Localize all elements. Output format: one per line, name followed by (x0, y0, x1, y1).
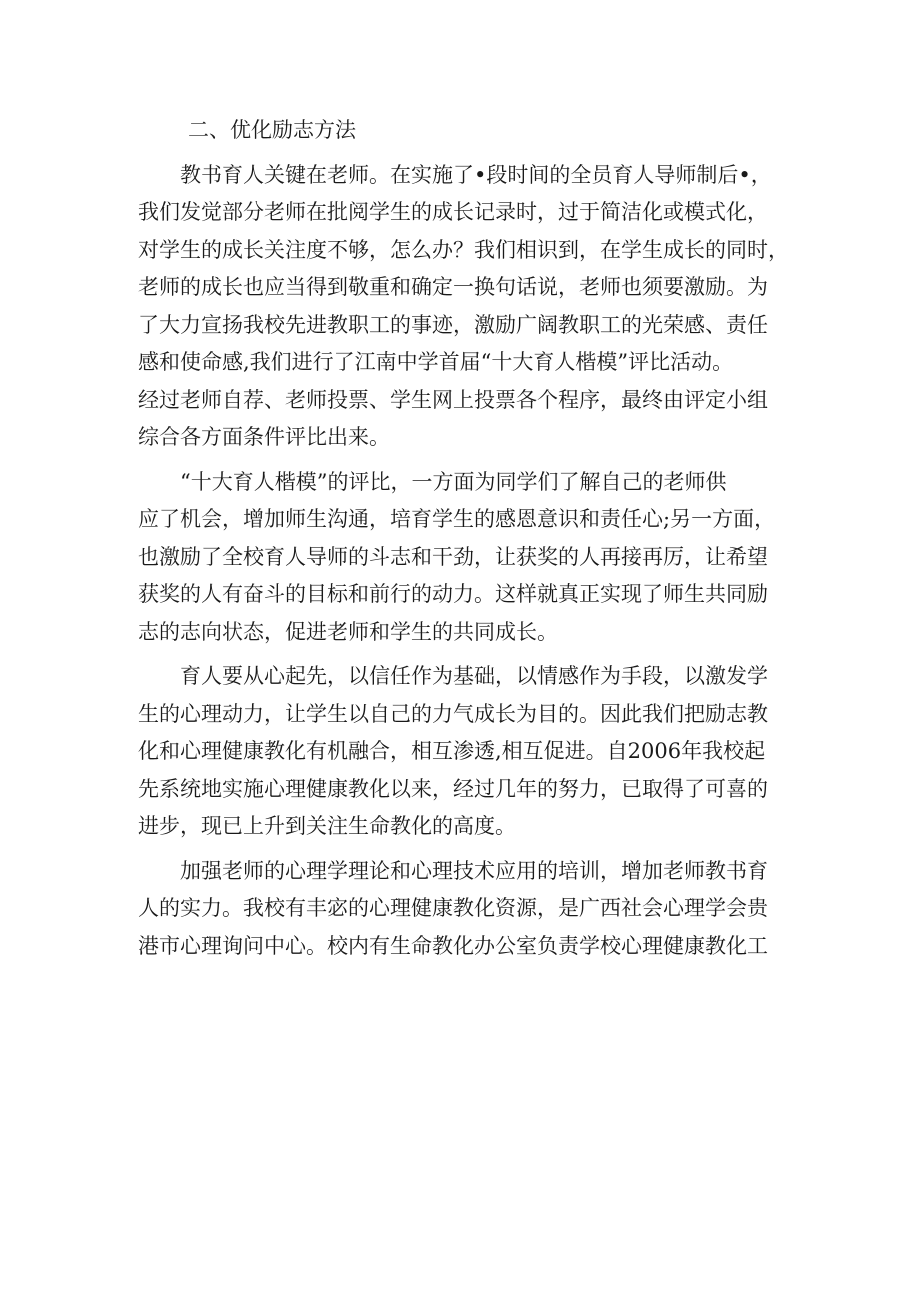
paragraph-line: 港市心理询问中心。校内有生命教化办公室负责学校心理健康教化工 (138, 933, 768, 958)
paragraph-line: 教书育人关键在老师。在实施了•段时间的全员育人导师制后•， (180, 162, 772, 187)
paragraph-3 (138, 658, 788, 846)
spacer (138, 150, 788, 157)
paragraph-line: 育人要从心起先，以信任作为基础，以情感作为手段，以激发学 (180, 664, 768, 688)
paragraph-line: 应了机会，增加师生沟通，培育学生的感恩意识和责任心;另一方面， (138, 507, 776, 531)
paragraph-line: 先系统地实施心理健康教化以来，经过几年的努力，已取得了可喜的 (138, 776, 768, 801)
paragraph-line: 综合各方面条件评比出来。 (138, 425, 390, 449)
paragraph-line: 老师的成长也应当得到敬重和确定一换句话说，老师也须要激励。为 (138, 275, 768, 299)
document-body (138, 112, 788, 965)
paragraph-line: 对学生的成长关注度不够，怎么办？我们相识到，在学生成长的同时， (138, 237, 789, 262)
paragraph-line: 经过老师自荐、老师投票、学生网上投票各个程序，最终由评定小组 (138, 387, 768, 412)
paragraph-1 (138, 157, 788, 457)
paragraph-line: 加强老师的心理学理论和心理技术应用的培训，增加老师教书育 (180, 858, 768, 883)
paragraph-line: 获奖的人有奋斗的目标和前行的动力。这样就真正实现了师生共同励 (138, 582, 768, 606)
paragraph-line: 进步，现已上升到关注生命教化的高度。 (138, 814, 516, 838)
spacer (138, 846, 788, 853)
paragraph-line: 生的心理动力，让学生以自己的力气成长为目的。因此我们把励志教 (138, 701, 768, 726)
paragraph-4 (138, 853, 788, 966)
paragraph-line: 我们发觉部分老师在批阅学生的成长记录时，过于简洁化或模式化， (138, 200, 768, 224)
paragraph-line: 人的实力。我校有丰宓的心理健康教化资源，是广西社会心理学会贵 (138, 896, 768, 920)
spacer (138, 651, 788, 658)
paragraph-2 (138, 464, 788, 652)
paragraph-line: 志的志向状态，促进老师和学生的共同成长。 (138, 619, 558, 644)
paragraph-line: 也激励了全校育人导师的斗志和干劲，让获奖的人再接再厉，让希望 (138, 544, 768, 569)
paragraph-line: “十大育人楷模”的评比，一方面为同学们了解自己的老师供 (180, 469, 727, 494)
paragraph-line: 化和心理健康教化有机融合，相互渗透,相互促进。自2006年我校起 (138, 739, 766, 763)
paragraph-line: 了大力宣扬我校先进教职工的事迹，激励广阔教职工的光荣感、责任 (138, 312, 768, 337)
section-heading: 二、优化励志方法 (188, 118, 356, 142)
paragraph-line: 感和使命感,我们进行了江南中学首届“十大育人楷模”评比活动。 (138, 350, 734, 374)
spacer (138, 457, 788, 464)
